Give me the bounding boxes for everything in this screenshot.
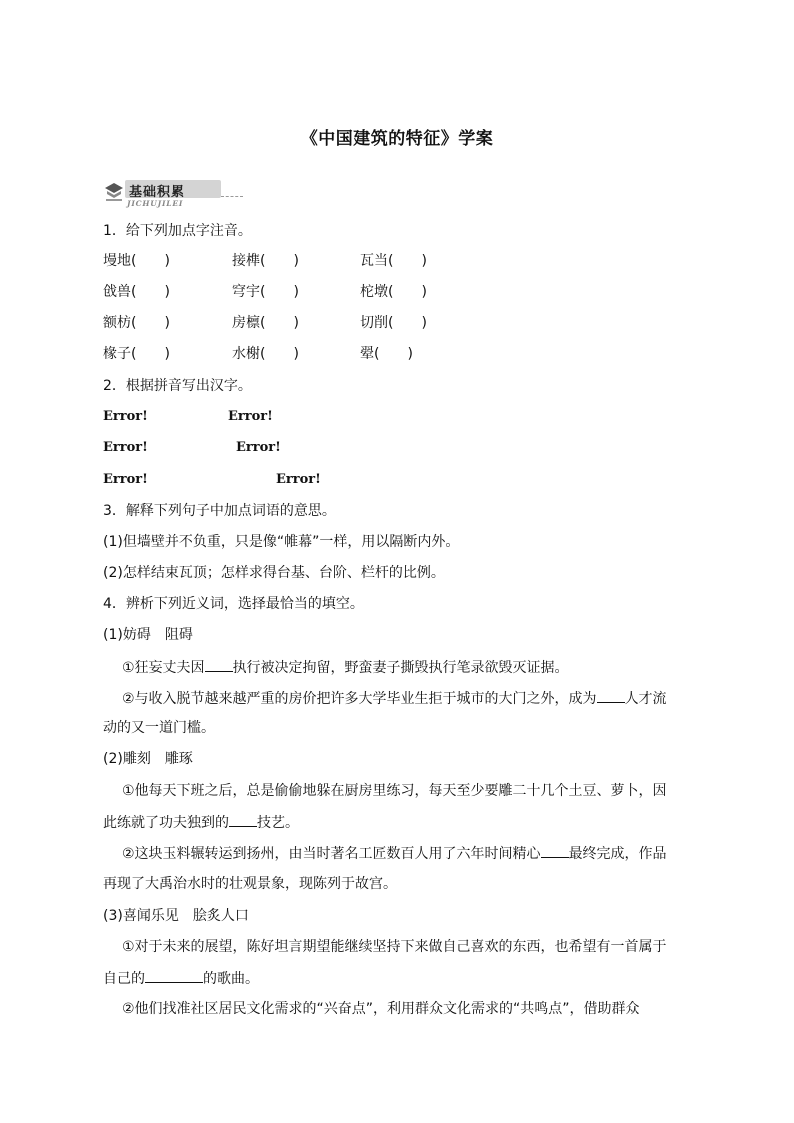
sentence-text: 人才流 xyxy=(624,691,667,707)
sentence-text: 执行被决定拘留，野蛮妻子撕毁执行笔录欲毁灭证据。 xyxy=(232,660,569,676)
field-error: Error! xyxy=(276,472,321,487)
section-label: 基础积累 xyxy=(129,185,186,200)
field-error: Error! xyxy=(236,440,281,455)
answer-blank[interactable] xyxy=(541,843,569,858)
q1-item: 椽子( ) xyxy=(103,346,170,362)
sentence-text: ①狂妄丈夫因 xyxy=(122,660,205,676)
field-error: Error! xyxy=(103,440,148,455)
sentence-text: 自己的 xyxy=(103,971,145,987)
sentence-continuation: 动的又一道门槛。 xyxy=(103,720,215,736)
sentence-text: ②这块玉料辗转运到扬州，由当时著名工匠数百人用了六年时间精心 xyxy=(122,846,541,862)
q4-prompt: 4．辨析下列近义词，选择最恰当的填空。 xyxy=(103,596,364,612)
q1-item: 瓦当( ) xyxy=(360,253,427,269)
q1-item: 切削( ) xyxy=(360,315,427,331)
sentence-continuation: 再现了大禹治水时的壮观景象，现陈列于故宫。 xyxy=(103,876,397,892)
q1-item: 房檩( ) xyxy=(232,315,299,331)
q1-item: 穹宇( ) xyxy=(232,284,299,300)
field-error: Error! xyxy=(228,409,273,424)
q1-item: 戗兽( ) xyxy=(103,284,170,300)
q4-sentence xyxy=(122,843,667,864)
q1-item: 翚( ) xyxy=(360,346,413,362)
q1-prompt: 1．给下列加点字注音。 xyxy=(103,223,252,239)
section-badge xyxy=(103,180,243,210)
q1-item: 接榫( ) xyxy=(232,253,299,269)
badge-divider xyxy=(221,196,243,197)
answer-blank[interactable] xyxy=(229,812,257,827)
sentence-text: 最终完成，作品 xyxy=(568,846,667,862)
sentence-text: 的歌曲。 xyxy=(203,971,259,987)
q1-item: 柁墩( ) xyxy=(360,284,427,300)
q4-sentence xyxy=(103,812,299,833)
q3-item: (1)但墙壁并不负重，只是像“帷幕”一样，用以隔断内外。 xyxy=(103,534,460,550)
section-sublabel: JICHUJILEI xyxy=(127,199,184,208)
q4-sentence xyxy=(122,688,667,709)
q3-item: (2)怎样结束瓦顶；怎样求得台基、台阶、栏杆的比例。 xyxy=(103,565,445,581)
q1-item: 墁地( ) xyxy=(103,253,170,269)
q4-group-heading: (2)雕刻 雕琢 xyxy=(103,751,193,767)
page-title: 《中国建筑的特征》学案 xyxy=(300,129,494,149)
q4-sentence: ①对于未来的展望，陈好坦言期望能继续坚持下来做自己喜欢的东西，也希望有一首属于 xyxy=(122,939,667,955)
q4-sentence: ②他们找准社区居民文化需求的“兴奋点”，利用群众文化需求的“共鸣点”，借助群众 xyxy=(122,1001,640,1017)
q4-sentence xyxy=(103,968,259,989)
q4-sentence xyxy=(122,657,569,678)
answer-blank[interactable] xyxy=(205,657,233,672)
q1-item: 额枋( ) xyxy=(103,315,170,331)
field-error: Error! xyxy=(103,472,148,487)
answer-blank[interactable] xyxy=(597,688,625,703)
q4-group-heading: (1)妨碍 阻碍 xyxy=(103,627,193,643)
q4-group-heading: (3)喜闻乐见 脍炙人口 xyxy=(103,908,249,924)
sentence-text: 此练就了功夫独到的 xyxy=(103,815,229,831)
sentence-text: 技艺。 xyxy=(257,815,299,831)
books-icon xyxy=(103,180,125,202)
q4-sentence: ①他每天下班之后，总是偷偷地躲在厨房里练习，每天至少要雕二十几个土豆、萝卜，因 xyxy=(122,783,667,799)
q3-prompt: 3．解释下列句子中加点词语的意思。 xyxy=(103,503,336,519)
answer-blank[interactable] xyxy=(145,968,203,983)
sentence-text: ②与收入脱节越来越严重的房价把许多大学毕业生拒于城市的大门之外，成为 xyxy=(122,691,597,707)
q1-item: 水榭( ) xyxy=(232,346,299,362)
field-error: Error! xyxy=(103,409,148,424)
q2-prompt: 2．根据拼音写出汉字。 xyxy=(103,378,252,394)
